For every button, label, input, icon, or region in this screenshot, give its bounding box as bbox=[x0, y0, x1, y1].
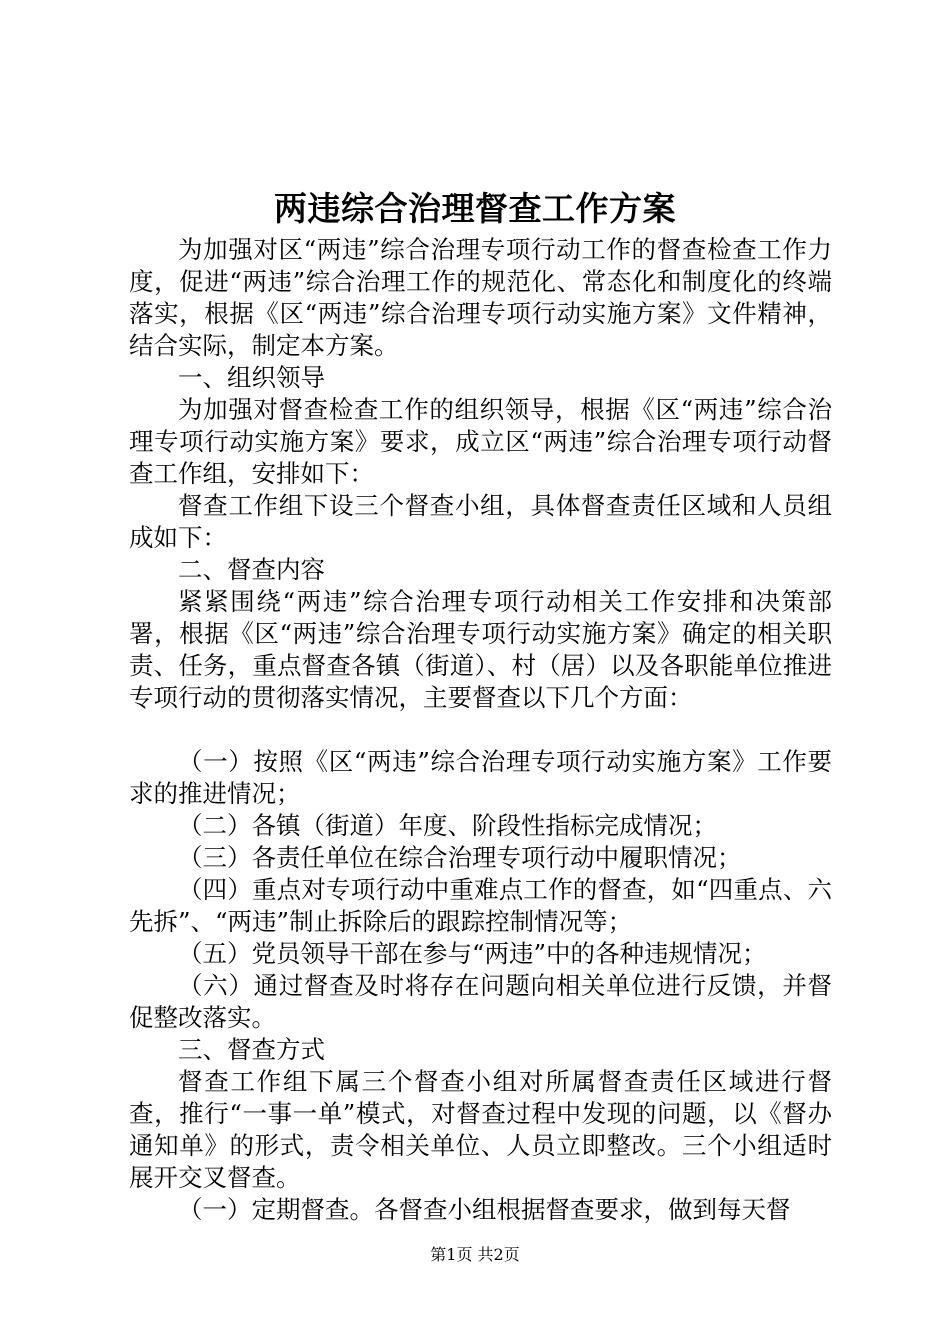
intro-paragraph: 为加强对区“两违”综合治理专项行动工作的督查检查工作力度，促进“两违”综合治理工作的规范化、常态化和制度化的终端落实，根据《区“两违”综合治理专项行动实施方案》文件精神，结合实际，制定本方案。 bbox=[129, 235, 832, 360]
method-item-1: （一）定期督查。各督查小组根据督查要求，做到每天督 bbox=[178, 1195, 791, 1224]
content-item-2: （二）各镇（街道）年度、阶段性指标完成情况； bbox=[178, 811, 717, 840]
content-item-4: （四）重点对专项行动中重难点工作的督查，如“四重点、六先拆”、“两违”制止拆除后的跟踪控制情况等； bbox=[129, 875, 832, 936]
content-item-6: （六）通过督查及时将存在问题向相关单位进行反馈，并督促整改落实。 bbox=[129, 971, 832, 1032]
organization-paragraph: 为加强对督查检查工作的组织领导，根据《区“两违”综合治理专项行动实施方案》要求，成立区“两违”综合治理专项行动督查工作组，安排如下： bbox=[129, 395, 832, 488]
section-heading-method: 三、督查方式 bbox=[178, 1035, 325, 1064]
section-heading-organization: 一、组织领导 bbox=[178, 363, 325, 392]
method-paragraph: 督查工作组下属三个督查小组对所属督查责任区域进行督查，推行“一事一单”模式，对督查过程中发现的问题，以《督办通知单》的形式，责令相关单位、人员立即整改。三个小组适时展开交叉督查。 bbox=[129, 1067, 832, 1192]
group-setup-paragraph: 督查工作组下设三个督查小组，具体督查责任区域和人员组成如下： bbox=[129, 491, 832, 552]
content-item-3: （三）各责任单位在综合治理专项行动中履职情况； bbox=[178, 843, 742, 872]
document-title: 两违综合治理督查工作方案 bbox=[274, 189, 676, 228]
content-item-5: （五）党员领导干部在参与“两违”中的各种违规情况； bbox=[178, 939, 767, 968]
section-heading-content: 二、督查内容 bbox=[178, 555, 325, 584]
page-footer: 第1页 共2页 bbox=[430, 1245, 520, 1264]
document-body bbox=[129, 234, 832, 1226]
content-paragraph: 紧紧围绕“两违”综合治理专项行动相关工作安排和决策部署，根据《区“两违”综合治理专项行动实施方案》确定的相关职责、任务，重点督查各镇（街道）、村（居）以及各职能单位推进专项行动的贯彻落实情况，主要督查以下几个方面： bbox=[129, 587, 832, 712]
content-item-1: （一）按照《区“两违”综合治理专项行动实施方案》工作要求的推进情况； bbox=[129, 747, 832, 808]
